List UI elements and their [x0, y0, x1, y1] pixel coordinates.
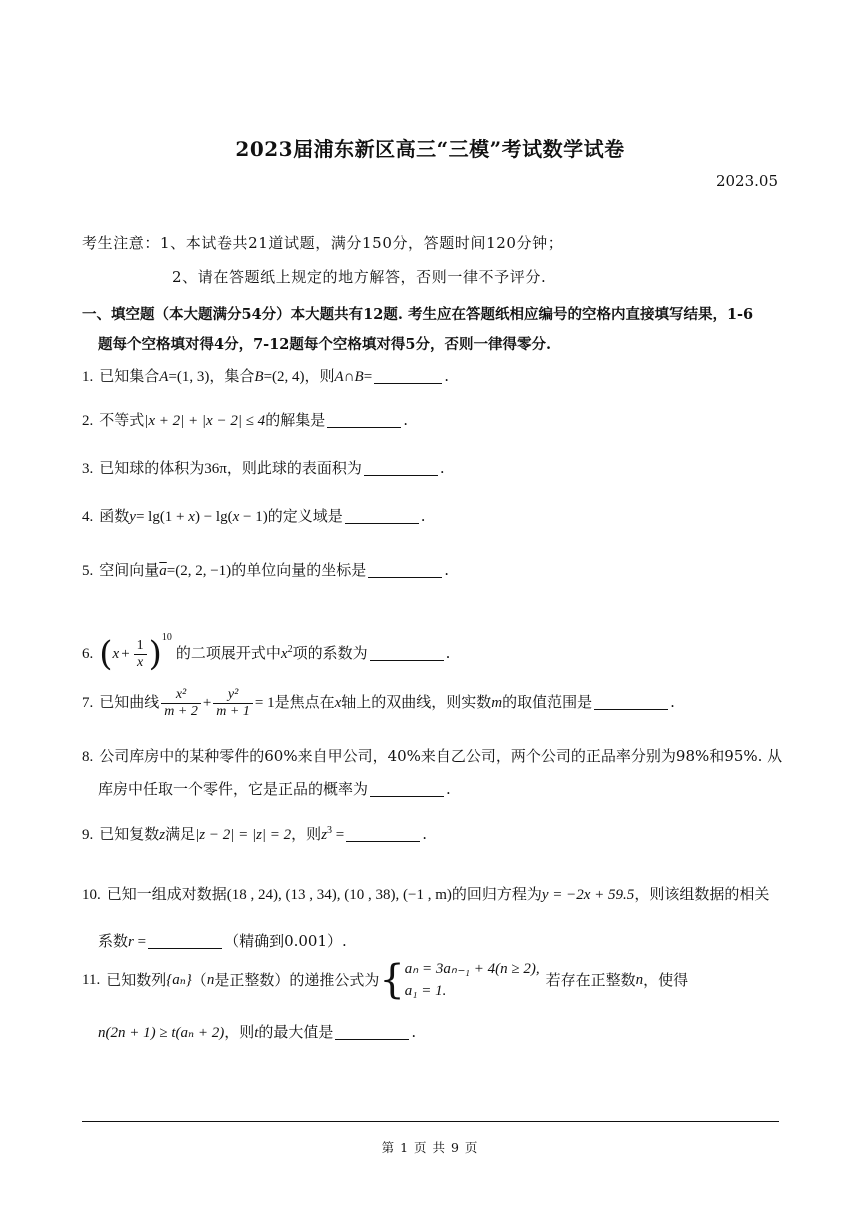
- question-10: [82, 874, 782, 962]
- question-text: ，则: [304, 367, 335, 385]
- math-expression: =: [332, 827, 345, 843]
- question-5: [82, 557, 782, 584]
- question-text: ，则: [291, 825, 322, 843]
- question-text: ，使得: [643, 971, 689, 989]
- left-paren: (: [99, 634, 113, 674]
- question-text: 已知曲线: [99, 693, 160, 711]
- question-number: 10.: [82, 887, 101, 903]
- exponent: 10: [161, 632, 172, 643]
- question-text: ，则该组数据的相关: [634, 885, 770, 903]
- math-expression: =: [363, 369, 373, 385]
- page-title: 2023届浦东新区高三“三模”考试数学试卷: [235, 137, 625, 161]
- math-expression: = 1: [254, 695, 275, 711]
- math-symbol: x: [280, 646, 288, 662]
- fraction-numerator: x²: [175, 686, 187, 702]
- question-6: [82, 618, 782, 674]
- fraction: [213, 687, 253, 720]
- period: .: [420, 507, 426, 525]
- math-expression: =(1, 3): [168, 369, 210, 385]
- period: .: [670, 693, 675, 711]
- math-expression: y = −2x + 59.5: [541, 887, 635, 903]
- equation-system: [405, 958, 540, 1002]
- answer-blank: [374, 366, 442, 384]
- question-number: 6.: [82, 646, 94, 662]
- math-expression: |x + 2| + |x − 2| ≤ 4: [144, 413, 266, 429]
- plus-sign: +: [121, 646, 130, 662]
- notice-line-1: 考生注意：1、本试卷共21道试题，满分150分，答题时间120分钟；: [82, 234, 564, 252]
- fraction-denominator: x: [134, 654, 147, 671]
- math-symbol: n: [635, 972, 644, 988]
- math-expression: n(2n + 1) ≥ t(aₙ + 2): [98, 1025, 225, 1041]
- period: .: [444, 561, 449, 579]
- period: .: [403, 411, 408, 429]
- question-1: [82, 363, 782, 390]
- period: .: [439, 459, 445, 477]
- vector-symbol: $\overline{a}$: [159, 563, 167, 579]
- math-expression: (18 , 24), (13 , 34), (10 , 38), (−1 , m): [226, 887, 452, 903]
- question-text: ，集合: [209, 367, 255, 385]
- fraction: [134, 638, 147, 671]
- answer-blank: [148, 931, 222, 949]
- question-text: 公司库房中的某种零件的60%来自甲公司，40%来自乙公司，两个公司的正品率分别为98%和95%. 从: [99, 747, 783, 765]
- question-2: [82, 407, 782, 434]
- fraction-denominator: m + 2: [161, 703, 201, 720]
- question-text: 的解集是: [265, 411, 326, 429]
- question-text: 的取值范围是: [502, 693, 593, 711]
- question-text: ，则: [224, 1023, 255, 1041]
- answer-blank: [594, 692, 668, 710]
- question-text: 库房中任取一个零件，它是正品的概率为: [98, 780, 369, 798]
- answer-blank: [368, 560, 442, 578]
- equation-line: aₙ = 3aₙ₋₁ + 4(n ≥ 2),: [404, 961, 540, 977]
- question-text: 若存在正整数: [545, 971, 636, 989]
- question-text: 是正整数）的递推公式为: [214, 971, 380, 989]
- math-symbol: B: [254, 369, 264, 385]
- notice-line-2: 2、请在答题纸上规定的地方解答，否则一律不予评分.: [172, 268, 547, 286]
- question-number: 8.: [82, 749, 94, 765]
- question-11: [82, 955, 782, 1046]
- math-symbol: x: [188, 509, 195, 525]
- question-text: 已知球的体积为: [99, 459, 205, 477]
- exponent: 3: [327, 825, 333, 836]
- math-expression: {aₙ}: [166, 972, 192, 988]
- answer-blank: [345, 506, 419, 524]
- math-symbol: z: [159, 827, 166, 843]
- math-expression: − 1): [239, 509, 268, 525]
- question-text: 空间向量: [99, 561, 160, 579]
- question-text: 的单位向量的坐标是: [231, 561, 367, 579]
- fraction-denominator: m + 1: [213, 703, 253, 720]
- math-expression: 36π: [204, 461, 227, 477]
- question-text: 的回归方程为: [451, 885, 542, 903]
- question-text: 系数: [98, 932, 129, 950]
- math-expression: |z − 2| = |z| = 2: [195, 827, 292, 843]
- math-expression: =(2, 4): [263, 369, 305, 385]
- answer-blank: [335, 1022, 409, 1040]
- question-text: 已知集合: [99, 367, 160, 385]
- math-symbol: A∩B: [334, 369, 364, 385]
- fraction: [161, 687, 201, 720]
- right-paren: ): [148, 634, 162, 674]
- math-expression: =(2, 2, −1): [166, 563, 232, 579]
- math-symbol: r: [128, 934, 134, 950]
- math-symbol: x: [232, 509, 240, 525]
- question-number: 11.: [82, 972, 101, 988]
- math-expression: ) − lg(: [194, 509, 233, 525]
- period: .: [445, 644, 451, 662]
- question-number: 1.: [82, 369, 94, 385]
- answer-blank: [346, 824, 420, 842]
- period: .: [446, 780, 451, 798]
- answer-blank: [364, 458, 438, 476]
- math-symbol: m: [491, 695, 503, 711]
- question-number: 2.: [82, 413, 94, 429]
- question-3: [82, 455, 782, 482]
- equation-line: a₁ = 1.: [404, 983, 447, 999]
- footer-rule: [82, 1121, 779, 1122]
- section-1-heading: [82, 300, 782, 360]
- fraction-numerator: 1: [136, 637, 144, 653]
- question-4: [82, 503, 782, 530]
- page-footer: 第 1 页 共 9 页: [381, 1140, 479, 1155]
- question-text: 不等式: [99, 411, 145, 429]
- math-symbol: y: [129, 509, 136, 525]
- answer-blank: [370, 779, 444, 797]
- math-symbol: x: [334, 695, 342, 711]
- question-text: 项的系数为: [292, 644, 368, 662]
- question-text: 已知复数: [99, 825, 160, 843]
- page-date: 2023.05: [715, 172, 778, 190]
- question-number: 5.: [82, 563, 94, 579]
- math-symbol: t: [254, 1025, 259, 1041]
- answer-blank: [370, 643, 444, 661]
- math-symbol: A: [159, 369, 169, 385]
- math-expression: =: [133, 934, 147, 950]
- question-9: [82, 818, 782, 848]
- exponent: 2: [287, 644, 293, 655]
- period: .: [422, 825, 428, 843]
- left-brace: {: [379, 957, 405, 1003]
- math-expression: = lg(1 +: [135, 509, 189, 525]
- period: .: [411, 1023, 417, 1041]
- question-8: [82, 740, 782, 805]
- question-text: （: [191, 971, 207, 989]
- question-text: 函数: [99, 507, 130, 525]
- question-number: 3.: [82, 461, 94, 477]
- question-number: 9.: [82, 827, 94, 843]
- period: .: [444, 367, 449, 385]
- math-symbol: x: [112, 646, 120, 662]
- question-text: 的定义域是: [267, 507, 343, 525]
- section-1-heading-line-2: 题每个空格填对得4分，7-12题每个空格填对得5分，否则一律得零分.: [98, 336, 552, 353]
- question-text: （精确到0.001）.: [224, 932, 347, 950]
- plus-sign: +: [202, 695, 212, 711]
- section-1-heading-line-1: 一、填空题（本大题满分54分）本大题共有12题. 考生应在答题纸相应编号的空格内直接填写结果，1-6: [82, 306, 754, 323]
- question-text: 的二项展开式中: [175, 644, 281, 662]
- answer-blank: [327, 410, 401, 428]
- question-text: 已知一组成对数据: [106, 885, 227, 903]
- question-number: 4.: [82, 509, 94, 525]
- question-text: 已知数列: [106, 971, 167, 989]
- question-7: [82, 682, 782, 723]
- math-symbol: n: [206, 972, 215, 988]
- question-text: 满足: [165, 825, 196, 843]
- question-number: 7.: [82, 695, 94, 711]
- fraction-numerator: y²: [227, 686, 239, 702]
- question-text: ，则此球的表面积为: [226, 459, 362, 477]
- question-text: 是焦点在: [274, 693, 335, 711]
- math-symbol: z: [321, 827, 328, 843]
- question-text: 的最大值是: [258, 1023, 334, 1041]
- question-text: 轴上的双曲线，则实数: [341, 693, 492, 711]
